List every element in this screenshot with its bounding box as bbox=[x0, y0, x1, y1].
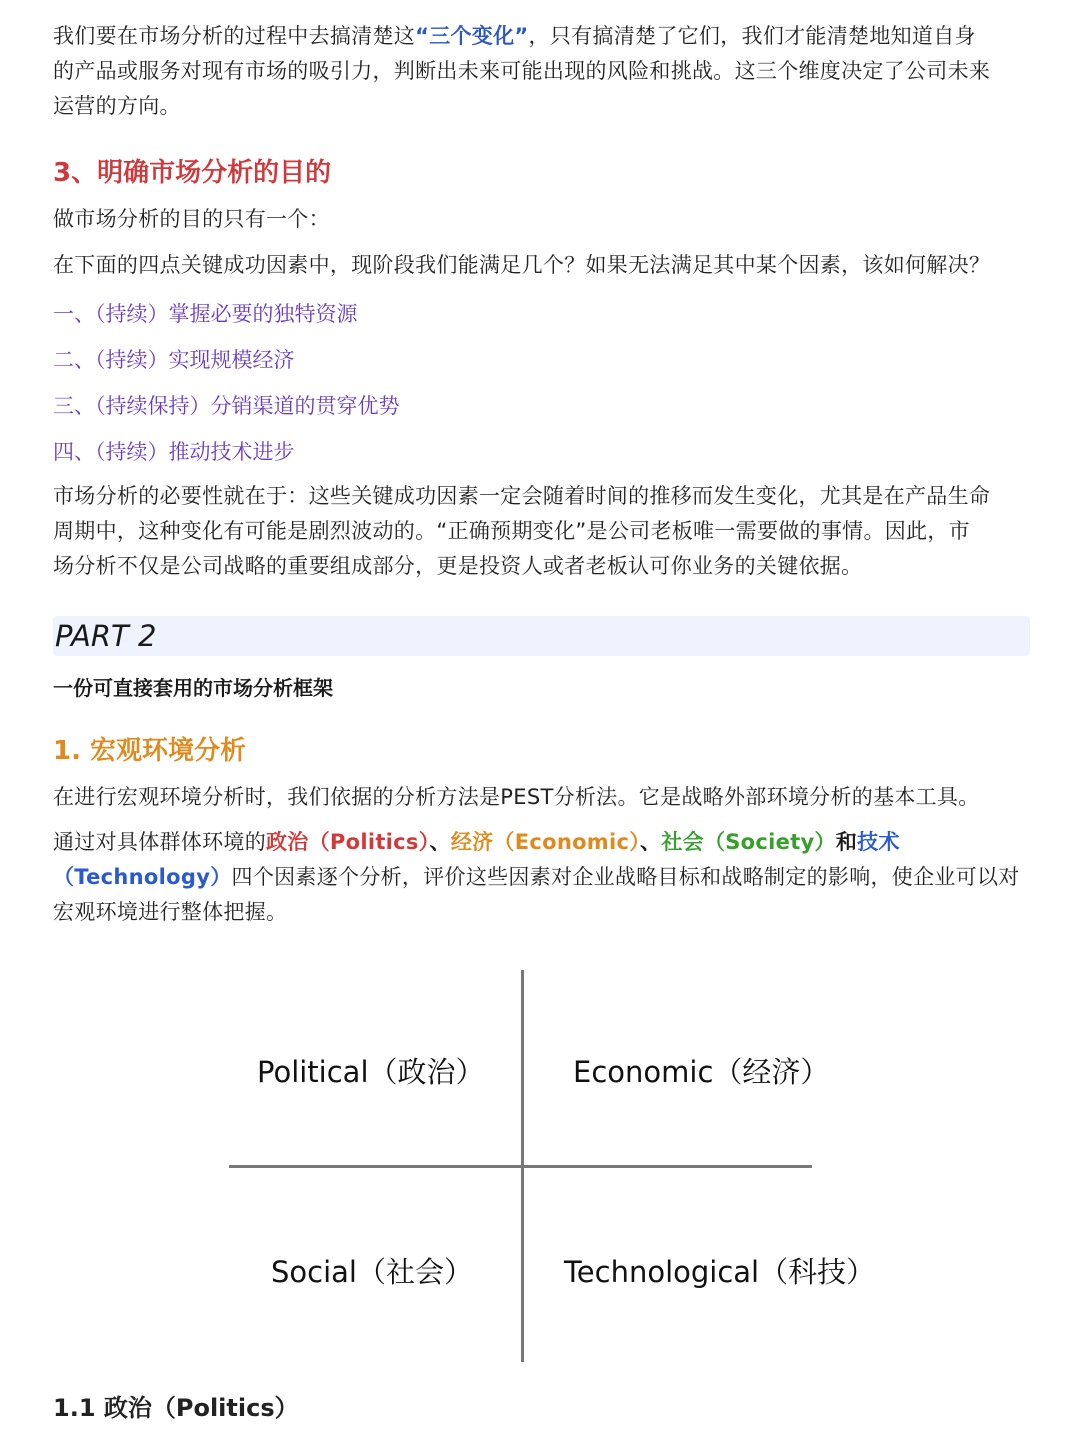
pest-line-1 bbox=[53, 825, 1030, 860]
intro-line-2: 的产品或服务对现有市场的吸引力，判断出未来可能出现的风险和挑战。这三个维度决定了公司未来 bbox=[53, 59, 991, 83]
necessity-paragraph bbox=[53, 479, 1030, 584]
text: 四个因素逐个分析，评价这些因素对企业战略目标和战略制定的影响，使企业可以对 bbox=[231, 865, 1020, 889]
intro-paragraph bbox=[53, 19, 1030, 124]
intro-line-3: 运营的方向。 bbox=[53, 94, 181, 118]
economic-label: 经济（Economic） bbox=[450, 830, 641, 854]
factor-item-1: 一、（持续）掌握必要的独特资源 bbox=[53, 302, 358, 326]
separator: 、 bbox=[429, 830, 451, 854]
factor-item-4: 四、（持续）推动技术进步 bbox=[53, 440, 295, 464]
society-label: 社会（Society） bbox=[661, 830, 836, 854]
pest-diagram bbox=[229, 970, 876, 1365]
necessity-line-1: 市场分析的必要性就在于：这些关键成功因素一定会随着时间的推移而发生变化，尤其是在产品生命 bbox=[53, 484, 991, 508]
quadrant-economic: Economic（经济） bbox=[573, 1055, 830, 1089]
text: 通过对具体群体环境的 bbox=[53, 830, 266, 854]
politics-label: 政治（Politics） bbox=[266, 830, 430, 854]
part-2-banner bbox=[53, 616, 1030, 656]
purpose-text: 做市场分析的目的只有一个： bbox=[53, 207, 330, 231]
necessity-line-2: 周期中，这种变化有可能是剧烈波动的。“正确预期变化”是公司老板唯一需要做的事情。因此，市 bbox=[53, 519, 970, 543]
pest-line-2 bbox=[53, 860, 1030, 895]
quadrant-social: Social（社会） bbox=[271, 1255, 473, 1289]
macro-heading: 1. 宏观环境分析 bbox=[53, 736, 247, 766]
intro-line-1 bbox=[53, 19, 1030, 54]
separator: 、 bbox=[640, 830, 662, 854]
quadrant-political: Political（政治） bbox=[257, 1055, 485, 1089]
factor-item-3: 三、（持续保持）分销渠道的贯穿优势 bbox=[53, 394, 400, 418]
and-text: 和 bbox=[835, 830, 858, 854]
intro-text: ，只有搞清楚了它们，我们才能清楚地知道自身 bbox=[528, 24, 976, 48]
section-3-heading: 3、明确市场分析的目的 bbox=[53, 158, 332, 188]
pest-explanation bbox=[53, 825, 1030, 930]
question-text: 在下面的四点关键成功因素中，现阶段我们能满足几个？如果无法满足其中某个因素，该如何解决？ bbox=[53, 253, 991, 277]
part-2-subtitle: 一份可直接套用的市场分析框架 bbox=[53, 676, 333, 700]
pest-line-3: 宏观环境进行整体把握。 bbox=[53, 900, 288, 924]
technology-label: 技术 bbox=[857, 830, 900, 854]
quadrant-technological: Technological（科技） bbox=[564, 1255, 876, 1289]
subsection-politics-heading: 1.1 政治（Politics） bbox=[53, 1394, 299, 1422]
factor-item-2: 二、（持续）实现规模经济 bbox=[53, 348, 295, 372]
intro-text: 我们要在市场分析的过程中去搞清楚这 bbox=[53, 24, 416, 48]
pest-intro: 在进行宏观环境分析时，我们依据的分析方法是PEST分析法。它是战略外部环境分析的基本工具。 bbox=[53, 785, 980, 809]
technology-label-en: （Technology） bbox=[53, 865, 232, 889]
part-2-title: PART 2 bbox=[55, 619, 157, 653]
three-changes-highlight: “三个变化” bbox=[415, 24, 529, 48]
horizontal-divider bbox=[229, 1165, 812, 1168]
necessity-line-3: 场分析不仅是公司战略的重要组成部分，更是投资人或者老板认可你业务的关键依据。 bbox=[53, 554, 863, 578]
